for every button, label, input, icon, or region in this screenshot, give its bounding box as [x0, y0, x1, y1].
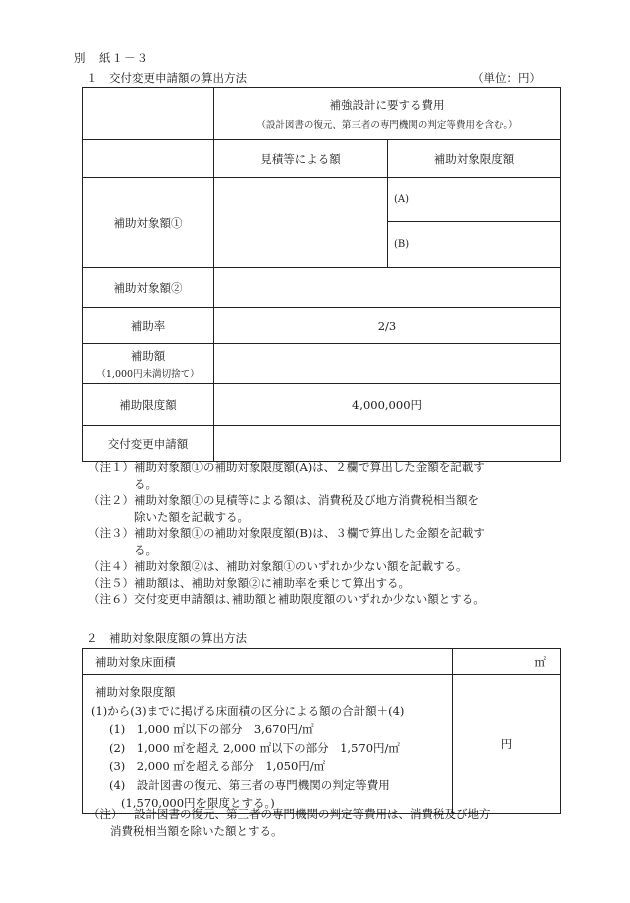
- limit-b-cell: (B): [388, 222, 561, 268]
- floor-area-label: 補助対象床面積: [83, 649, 453, 675]
- limit-title: 補助対象限度額: [95, 685, 176, 699]
- note-3-cont: る。: [134, 542, 157, 557]
- note-3: （注３）補助対象額①の補助対象限度額(B)は、３欄で算出した金額を記載す: [88, 526, 485, 540]
- section2-title: ２ 補助対象限度額の算出方法: [86, 631, 247, 645]
- floor-area-unit: ㎡: [453, 649, 561, 675]
- limit-item-4-note: (1,570,000円を限度とする。): [121, 796, 275, 810]
- cost-title: 補強設計に要する費用: [329, 97, 445, 112]
- limit-item-1: (1) 1,000 ㎡以下の部分 3,670円/㎡: [109, 722, 314, 736]
- limit-calculation-table: [82, 648, 561, 814]
- request-label: 交付変更申請額: [83, 426, 214, 462]
- header-blank-cell-2: [83, 140, 214, 178]
- notes-section2: [88, 806, 491, 839]
- target2-value-cell: [214, 268, 561, 308]
- rate-label: 補助率: [83, 308, 214, 344]
- note-section2-cont: 消費税相当額を除いた額とする。: [110, 823, 283, 838]
- request-value-cell: [214, 426, 561, 462]
- limit-item-3: (3) 2,000 ㎡を超える部分 1,050円/㎡: [109, 759, 326, 773]
- cost-header-cell: [214, 88, 561, 140]
- cost-subtitle: （設計図書の復元、第三者の専門機関の判定等費用を含む。）: [256, 119, 518, 131]
- cap-value: 4,000,000円: [214, 384, 561, 426]
- notes-section1: [88, 459, 485, 608]
- subsidy-value-cell: [214, 344, 561, 384]
- note-section2: （注） 設計図書の復元、第三者の専門機関の判定等費用は、消費税及び地方: [88, 807, 491, 821]
- note-2: （注２）補助対象額①の見積等による額は、消費税及び地方消費税相当額を: [88, 493, 479, 507]
- note-4: （注４）補助対象額②は、補助対象額①のいずれか少ない額を記載する。: [88, 559, 468, 573]
- subsidy-sub-label: （1,000円未満切捨て）: [96, 368, 200, 380]
- note-6: （注６）交付変更申請額は､補助額と補助限度額のいずれか少ない額とする。: [88, 592, 485, 606]
- target1-label: 補助対象額①: [83, 178, 214, 268]
- target2-label: 補助対象額②: [83, 268, 214, 308]
- sheet-label: 別 紙１－３: [74, 51, 149, 65]
- note-1: （注１）補助対象額①の補助対象限度額(A)は、２欄で算出した金額を記載す: [88, 460, 485, 474]
- target1-estimate-cell: [214, 178, 388, 268]
- rate-value: 2/3: [214, 308, 561, 344]
- subsidy-label-cell: [83, 344, 214, 384]
- section1-title: １ 交付変更申請額の算出方法: [86, 71, 247, 85]
- limit-detail-cell: [83, 675, 453, 814]
- col-limit-header: 補助対象限度額: [388, 140, 561, 178]
- limit-item-2: (2) 1,000 ㎡を超え 2,000 ㎡以下の部分 1,570円/㎡: [109, 740, 400, 755]
- limit-a-cell: (A): [388, 178, 561, 222]
- col-estimate-header: 見積等による額: [214, 140, 388, 178]
- note-1-cont: る。: [134, 476, 157, 491]
- application-amount-table: [82, 87, 561, 462]
- subsidy-label: 補助額: [130, 348, 166, 363]
- header-blank-cell: [83, 88, 214, 140]
- note-5: （注５）補助額は、補助対象額②に補助率を乗じて算出する。: [88, 575, 410, 590]
- note-2-cont: 除いた額を記載する。: [134, 509, 249, 524]
- limit-unit: 円: [453, 675, 561, 814]
- limit-formula: (1)から(3)までに掲げる床面積の区分による額の合計額＋(4): [91, 703, 405, 718]
- unit-label: （単位：円）: [472, 71, 541, 85]
- cap-label: 補助限度額: [83, 384, 214, 426]
- limit-item-4: (4) 設計図書の復元、第三者の専門機関の判定等費用: [109, 777, 390, 792]
